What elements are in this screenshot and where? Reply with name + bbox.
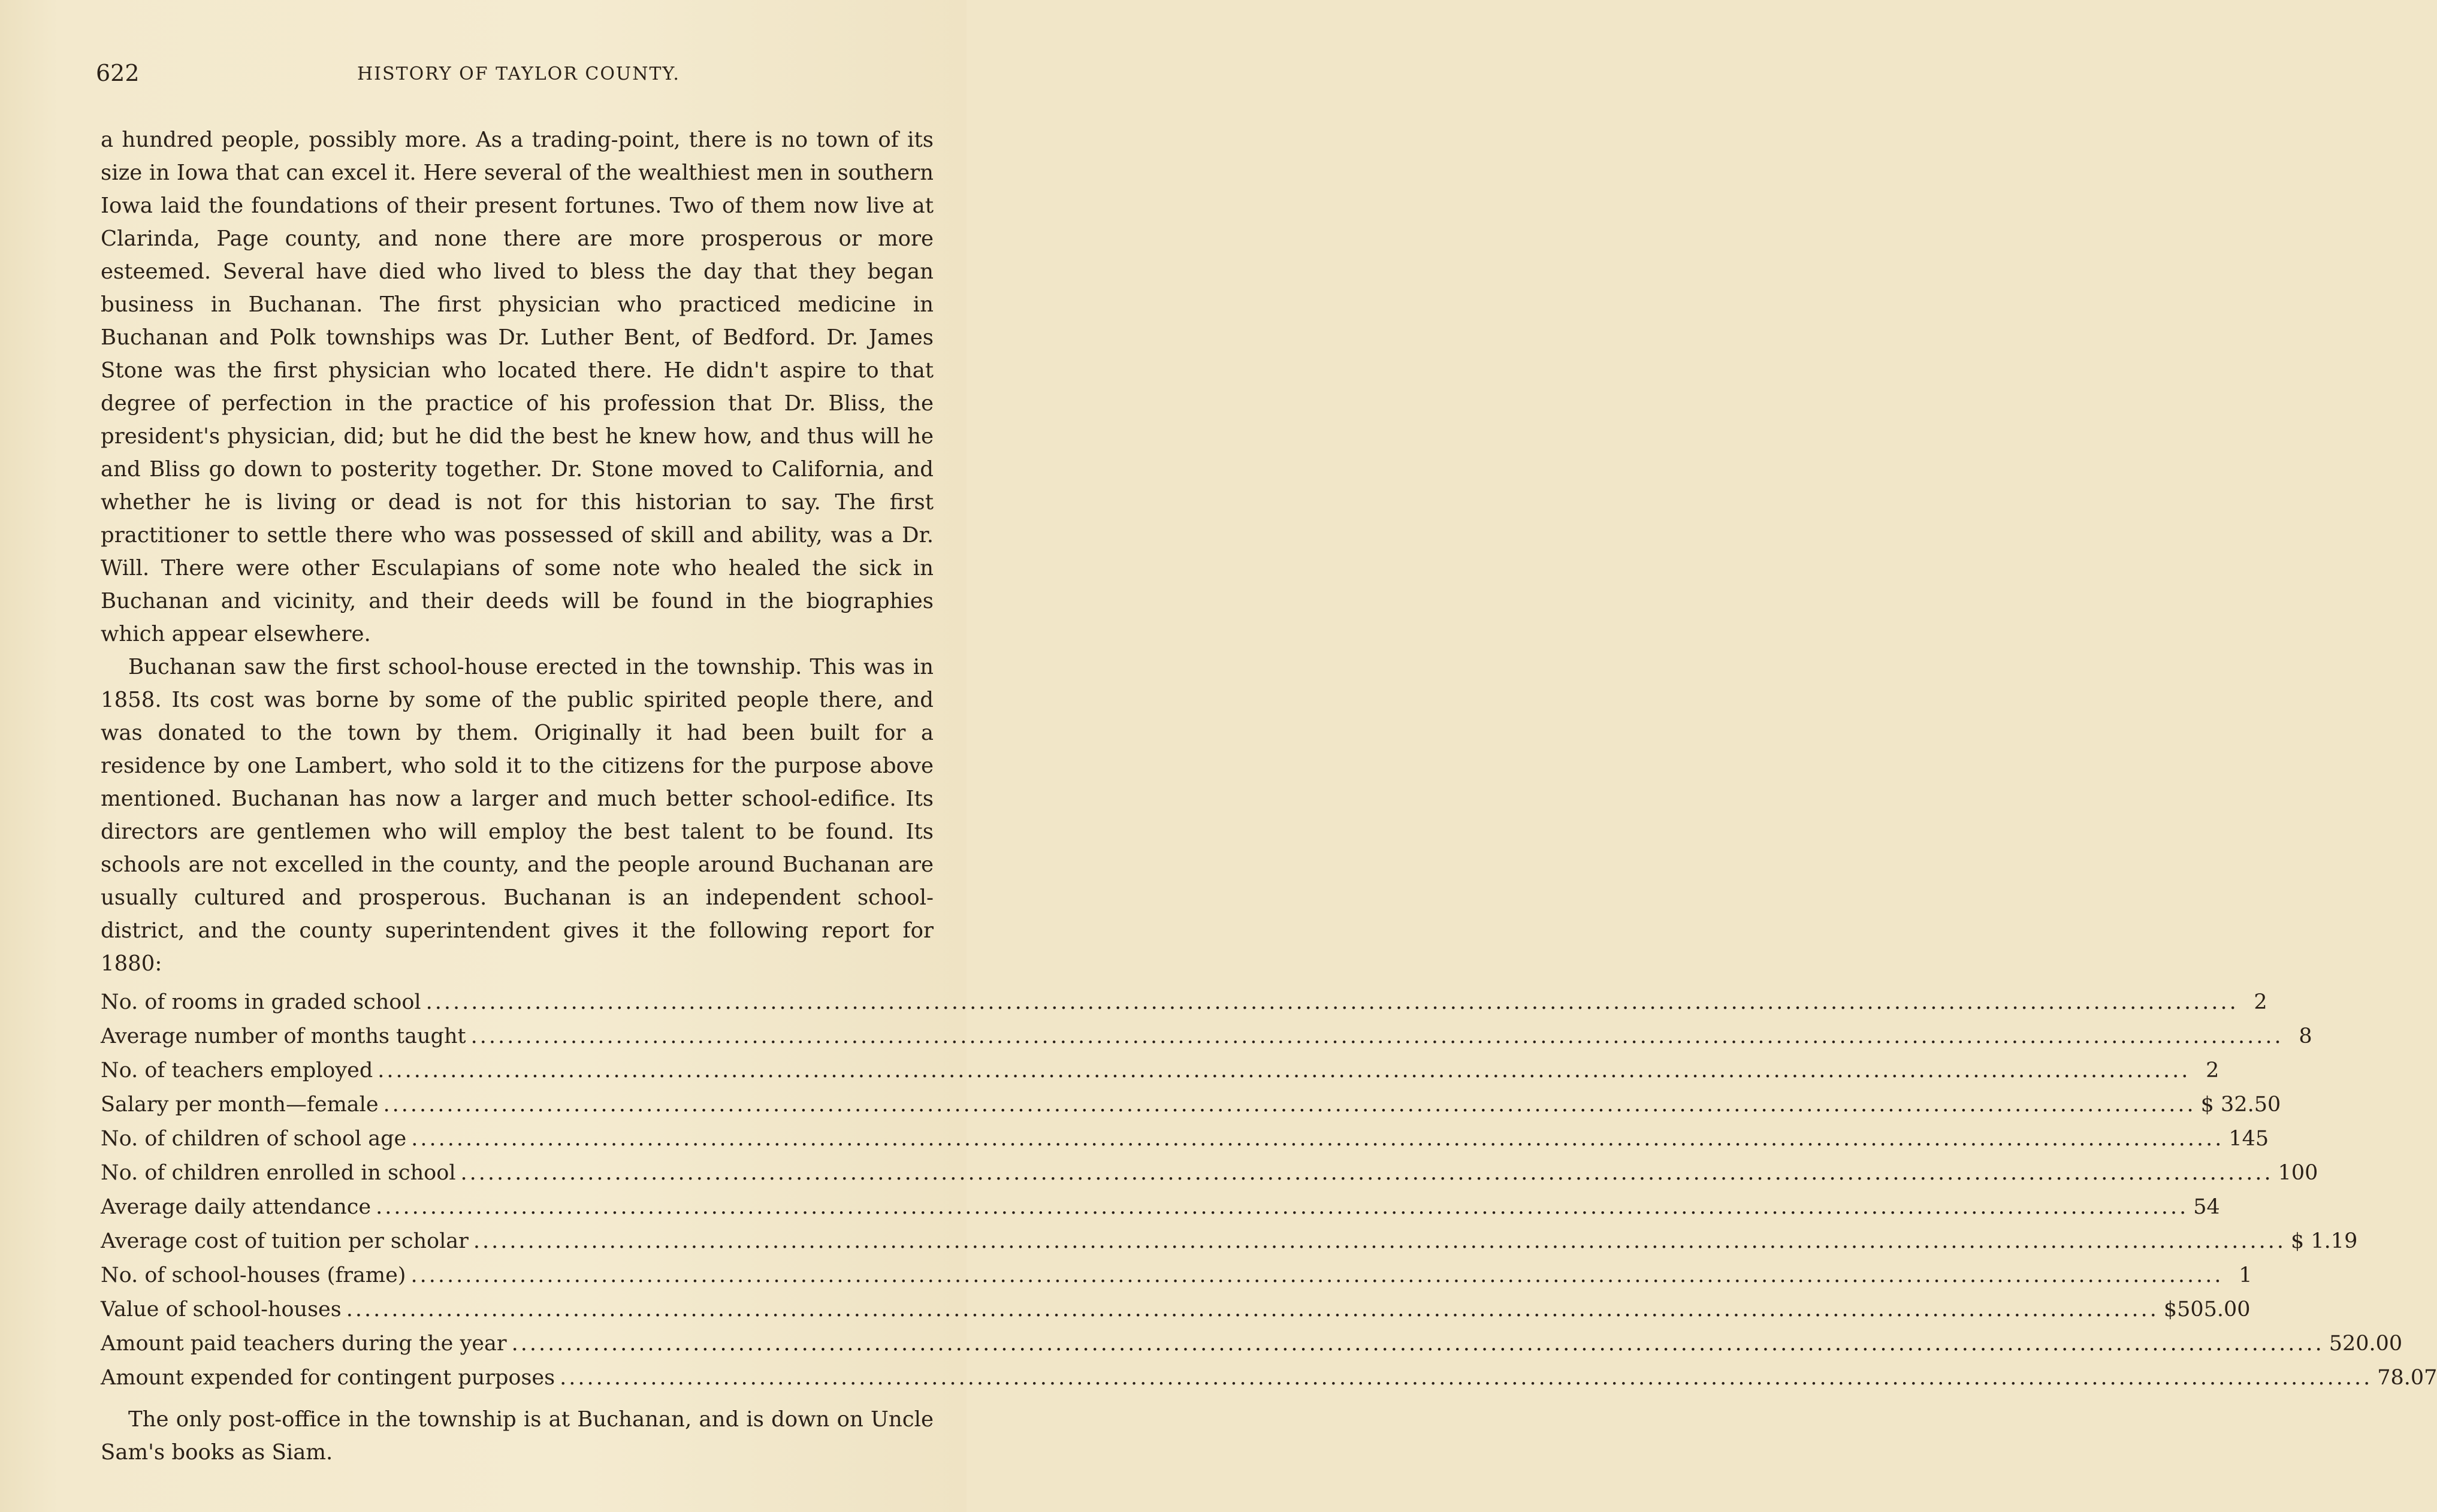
dot-leader: ........................................................................................................................................................................................................ (473, 1229, 2287, 1253)
report-value: 100 (2278, 1161, 2318, 1185)
page-body (101, 123, 2437, 1469)
report-row (101, 1123, 2269, 1157)
dot-leader: ........................................................................................................................................................................................................ (383, 1093, 2196, 1117)
report-row (101, 1259, 2252, 1293)
report-label: No. of children enrolled in school (101, 1161, 456, 1185)
paragraph-school-house: Buchanan saw the first school-house erected in the township. This was in 1858. Its cost was borne by some of the public spirited people there, and was donated to the town by them. Originally it had been built for a residence by one Lambert, who sold it to the citizens for the purpose above mentioned. Buchanan has now a larger and much better school-edifice. Its directors are gentlemen who will employ the best talent to be found. Its schools are not excelled in the county, and the people around Buchanan are usually cultured and prosperous. Buchanan is an independent school-district, and the county superintendent gives it the following report for 1880: (101, 655, 934, 976)
report-value: 145 (2228, 1127, 2269, 1151)
report-row (101, 1191, 2220, 1225)
dot-leader: ........................................................................................................................................................................................................ (425, 990, 2239, 1014)
report-label: No. of teachers employed (101, 1059, 373, 1082)
running-head: HISTORY OF TAYLOR COUNTY. (357, 63, 680, 84)
report-value: 78.07 (2377, 1366, 2437, 1390)
dot-leader: ........................................................................................................................................................................................................ (346, 1298, 2159, 1322)
report-label: Average cost of tuition per scholar (101, 1229, 469, 1253)
dot-leader: ........................................................................................................................................................................................................ (560, 1366, 2373, 1390)
report-row (101, 1054, 2219, 1088)
dot-leader: ........................................................................................................................................................................................................ (376, 1195, 2189, 1219)
report-label: No. of children of school age (101, 1127, 407, 1151)
report-value: 54 (2193, 1195, 2220, 1219)
report-row (101, 1362, 2437, 1396)
page-number: 622 (96, 60, 140, 86)
report-row (101, 1225, 2358, 1259)
paragraph-continued: a hundred people, possibly more. As a trading-point, there is no town of its size in Iowa that can excel it. Here several of the wealthiest men in southern Iowa laid the foundations of their present fortunes. Two of them now live at Clarinda, Page county, and none there are more prosperous or more esteemed. Several have died who lived to bless the day that they began business in Buchanan. The first physician who practiced medicine in Buchanan and Polk townships was Dr. Luther Bent, of Bedford. Dr. James Stone was the first physician who located there. He didn't aspire to that degree of perfection in the practice of his profession that Dr. Bliss, the president's physician, did; but he did the best he knew how, and thus will he and Bliss go down to posterity together. Dr. Stone moved to California, and whether he is living or dead is not for this historian to say. The first practitioner to settle there who was possessed of skill and ability, was a Dr. Will. There were other Esculapians of some note who healed the sick in Buchanan and vicinity, and their deeds will be found in the biographies which appear elsewhere. (101, 128, 934, 646)
report-label: No. of rooms in graded school (101, 990, 421, 1014)
report-value: 520.00 (2329, 1332, 2403, 1356)
report-label: No. of school-houses (frame) (101, 1263, 406, 1287)
report-row (101, 1157, 2318, 1191)
report-label: Amount paid teachers during the year (101, 1332, 507, 1356)
report-label: Average daily attendance (101, 1195, 372, 1219)
report-value: $ 32.50 (2200, 1093, 2281, 1117)
school-report-table (101, 986, 2437, 1396)
report-value: $505.00 (2163, 1298, 2251, 1322)
paragraph-post-office: The only post-office in the township is at Buchanan, and is down on Uncle Sam's books as Siam. (101, 1407, 934, 1465)
report-value: $ 1.19 (2291, 1229, 2358, 1253)
report-value: 1 (2239, 1263, 2252, 1287)
dot-leader: ........................................................................................................................................................................................................ (411, 1127, 2224, 1151)
report-row (101, 1020, 2312, 1054)
report-label: Value of school-houses (101, 1298, 342, 1322)
report-value: 2 (2254, 990, 2267, 1014)
report-value: 8 (2299, 1024, 2312, 1048)
dot-leader: ........................................................................................................................................................................................................ (460, 1161, 2273, 1185)
report-row (101, 986, 2267, 1020)
dot-leader: ........................................................................................................................................................................................................ (378, 1059, 2191, 1082)
page-header (96, 60, 934, 96)
report-row (101, 1293, 2251, 1327)
dot-leader: ........................................................................................................................................................................................................ (470, 1024, 2284, 1048)
dot-leader: ........................................................................................................................................................................................................ (410, 1263, 2224, 1287)
report-value: 2 (2206, 1059, 2219, 1082)
report-label: Salary per month—female (101, 1093, 379, 1117)
dot-leader: ........................................................................................................................................................................................................ (511, 1332, 2324, 1356)
report-label: Average number of months taught (101, 1024, 466, 1048)
report-label: Amount expended for contingent purposes (101, 1366, 555, 1390)
report-row (101, 1088, 2281, 1123)
report-row (101, 1327, 2403, 1362)
